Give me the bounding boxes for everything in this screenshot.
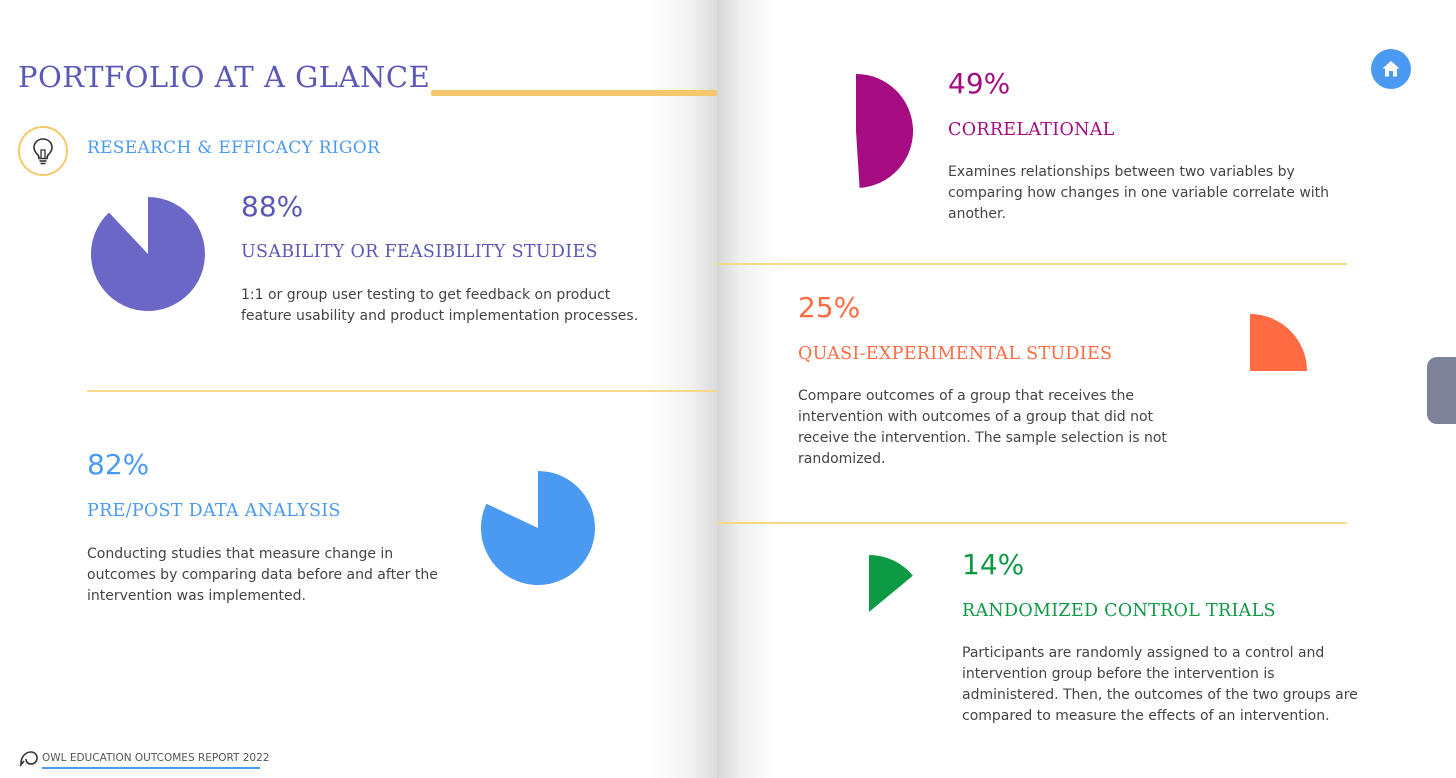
prepost-percent: 82%: [87, 448, 150, 481]
section-label: RESEARCH & EFFICACY RIGOR: [87, 138, 381, 158]
correlational-heading: CORRELATIONAL: [948, 120, 1115, 140]
usability-percent: 88%: [241, 190, 304, 223]
section-divider: [87, 390, 717, 392]
quasi-description: Compare outcomes of a group that receives the intervention with outcomes of a group that did not receive the intervention. The sample selection is not randomized.: [798, 388, 1167, 467]
quasi-pie: [1192, 313, 1308, 429]
section-divider: [717, 263, 1347, 265]
usability-heading: USABILITY OR FEASIBILITY STUDIES: [241, 242, 598, 262]
footer-report-title: OWL EDUCATION OUTCOMES REPORT 2022: [42, 752, 270, 764]
page-title: PORTFOLIO AT A GLANCE: [18, 60, 431, 94]
page-fold-shadow: [717, 0, 777, 778]
prepost-pie: [480, 470, 596, 586]
owl-logo-icon: [18, 748, 40, 768]
rct-pie-slice: [869, 555, 913, 612]
rct-percent: 14%: [962, 548, 1025, 581]
correlational-pie-slice: [856, 74, 913, 188]
usability-pie-slice: [91, 197, 205, 311]
quasi-heading: QUASI-EXPERIMENTAL STUDIES: [798, 344, 1113, 364]
rct-pie: [811, 554, 927, 670]
prepost-description: Conducting studies that measure change in outcomes by comparing data before and after the intervention was implemented.: [87, 546, 438, 604]
side-panel-tab[interactable]: [1427, 357, 1456, 424]
usability-pie: [90, 196, 206, 312]
rct-description: Participants are randomly assigned to a control and intervention group before the intervention is administered. Then, the outcomes of the two groups are compared to measure the effects of an intervention.: [962, 645, 1358, 724]
section-divider: [717, 522, 1347, 524]
quasi-pie-slice: [1250, 314, 1307, 371]
correlational-description: Examines relationships between two variables by comparing how changes in one variable correlate with another.: [948, 164, 1330, 222]
footer-underline: [42, 767, 260, 769]
rct-heading: RANDOMIZED CONTROL TRIALS: [962, 601, 1276, 621]
home-icon: [1380, 58, 1402, 80]
right-page: [717, 0, 1456, 778]
quasi-percent: 25%: [798, 291, 861, 324]
usability-description: 1:1 or group user testing to get feedback on product feature usability and product implementation processes.: [241, 287, 639, 324]
lightbulb-icon: [18, 126, 68, 176]
left-page: [0, 0, 717, 778]
correlational-percent: 49%: [948, 67, 1011, 100]
prepost-heading: PRE/POST DATA ANALYSIS: [87, 501, 341, 521]
correlational-pie: [798, 73, 914, 189]
home-button[interactable]: [1371, 49, 1411, 89]
page-fold-shadow: [647, 0, 717, 778]
prepost-pie-slice: [481, 471, 595, 585]
title-accent-rule: [431, 90, 717, 96]
